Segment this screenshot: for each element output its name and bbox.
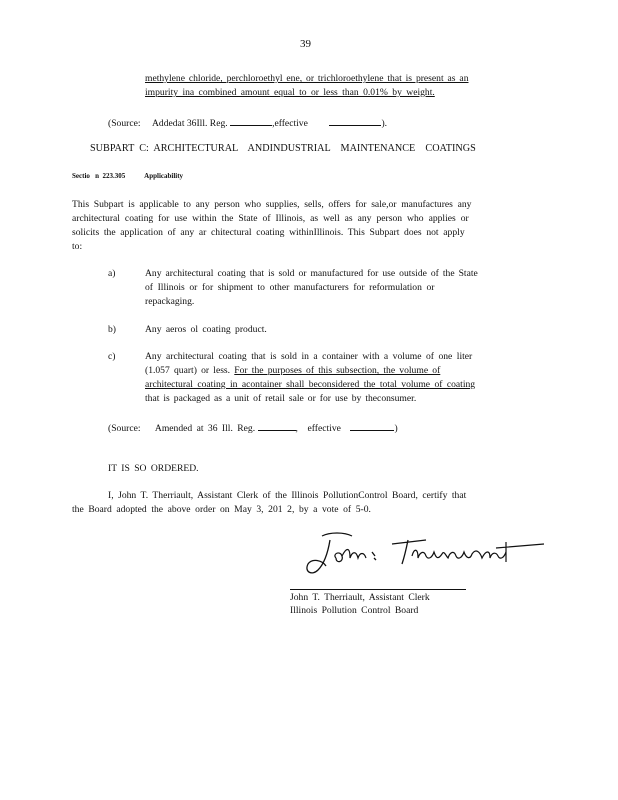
subpart-title: SUBPART C: ARCHITECTURAL ANDINDUSTRIAL MAINTENANCE COATINGS — [90, 143, 476, 154]
source-prefix: (Source: — [108, 118, 141, 129]
intro-line-4: to: — [72, 241, 83, 252]
source-effective: ,effective — [272, 118, 308, 129]
header-line-1: methylene chloride, perchloroethyl ene, or trichloroethylene that is present as an — [145, 73, 469, 84]
source-note-2 — [108, 421, 398, 434]
intro-line-1: This Subpart is applicable to any person who supplies, sells, offers for sale,or manufactures any — [72, 199, 472, 210]
item-b-line-1: Any aeros ol coating product. — [145, 324, 267, 335]
source-text: Addedat 36Ill. Reg. — [151, 118, 228, 129]
item-c-line-3: architectural coating in acontainer shall beconsidered the total volume of coating — [145, 379, 476, 390]
item-c-line-1: Any architectural coating that is sold in a container with a volume of one liter — [145, 351, 473, 362]
blank-effective-2 — [350, 421, 394, 431]
item-a-line-2: of Illinois or for shipment to other manufacturers for reformulation or — [145, 282, 435, 293]
page-number: 39 — [300, 38, 311, 50]
item-c-label: c) — [108, 351, 116, 362]
item-a-line-1: Any architectural coating that is sold or manufactured for use outside of the State — [145, 268, 478, 279]
certify-line-2: the Board adopted the above order on May 3, 201 2, by a vote of 5-0. — [72, 504, 371, 515]
source2-prefix: (Source: — [108, 423, 141, 434]
section-number: Sectio n 223.305 — [72, 172, 126, 180]
signature-line — [290, 589, 466, 590]
section-heading — [72, 172, 183, 180]
blank-effective — [329, 116, 381, 126]
item-c-line-2 — [145, 365, 440, 376]
signature — [300, 522, 550, 582]
item-c-line-2-underlined: For the purposes of this subsection, the volume of — [234, 365, 441, 376]
source2-close: ) — [394, 423, 398, 434]
source-note-1 — [108, 116, 387, 129]
section-title: Applicability — [144, 172, 184, 180]
blank-reg-2 — [258, 421, 296, 431]
signer-org: Illinois Pollution Control Board — [290, 605, 419, 616]
item-a-line-3: repackaging. — [145, 296, 195, 307]
signer-name: John T. Therriault, Assistant Clerk — [290, 592, 430, 603]
intro-line-3: solicits the application of any ar chitectural coating withinIllinois. This Subpart does not apply — [72, 227, 465, 238]
source2-effective: effective — [307, 423, 341, 434]
source-close: ). — [381, 118, 388, 129]
item-a-label: a) — [108, 268, 116, 279]
item-c-line-2-plain: (1.057 quart) or less. — [145, 365, 231, 376]
blank-reg — [230, 116, 272, 126]
header-line-2: impurity ina combined amount equal to or less than 0.01% by weight. — [145, 87, 435, 98]
intro-line-2: architectural coating for use within the State of Illinois, as well as any person who applies or — [72, 213, 469, 224]
source2-text: Amended at 36 Ill. Reg. — [154, 423, 256, 434]
item-b-label: b) — [108, 324, 116, 335]
item-c-line-4: that is packaged as a unit of retail sale or for use by theconsumer. — [145, 393, 417, 404]
so-ordered: IT IS SO ORDERED. — [108, 463, 199, 474]
certify-line-1: I, John T. Therriault, Assistant Clerk of the Illinois PollutionControl Board, certify that — [108, 490, 467, 501]
source2-comma: , — [295, 423, 298, 434]
